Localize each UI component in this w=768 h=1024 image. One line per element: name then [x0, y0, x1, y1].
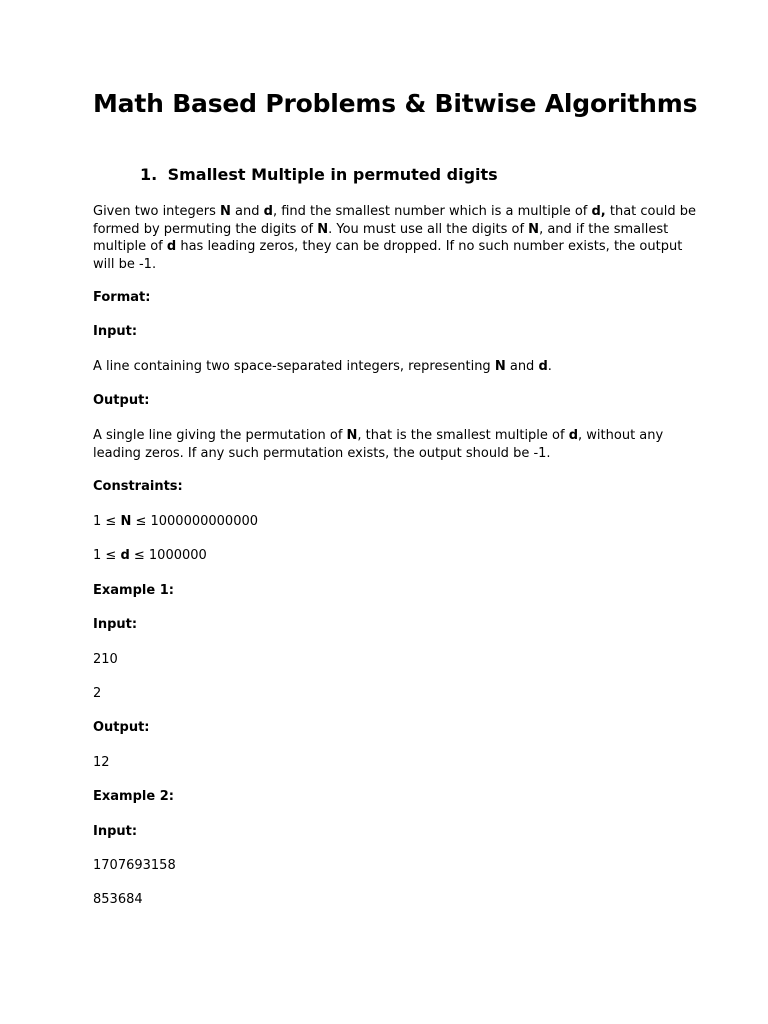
constraints-label: Constraints:	[93, 479, 183, 494]
section-heading-text: Smallest Multiple in permuted digits	[167, 165, 498, 184]
description-line-3: multiple of d has leading zeros, they can be dropped. If no such number exists, the output	[93, 239, 683, 254]
example-1-input-line-1: 210	[93, 652, 118, 667]
example-1-input-label: Input:	[93, 617, 138, 632]
page-title: Math Based Problems & Bitwise Algorithms	[93, 89, 698, 118]
example-1-input-line-2: 2	[93, 686, 102, 701]
example-2-input-label: Input:	[93, 824, 138, 839]
example-2-label: Example 2:	[93, 789, 174, 804]
description-line-4: will be -1.	[93, 256, 157, 272]
format-label: Format:	[93, 290, 151, 305]
input-description: A line containing two space-separated integers, representing N and d.	[93, 359, 552, 374]
section-number: 1.	[140, 165, 158, 184]
output-label: Output:	[93, 393, 150, 408]
constraint-n: 1 ≤ N ≤ 1000000000000	[93, 514, 259, 529]
example-2-input-line-2: 853684	[93, 892, 143, 907]
example-1-output-label: Output:	[93, 720, 150, 735]
example-1-label: Example 1:	[93, 583, 174, 598]
constraint-d: 1 ≤ d ≤ 1000000	[93, 548, 207, 563]
example-1-output-value: 12	[93, 755, 110, 770]
description-line-1: Given two integers N and d, find the smallest number which is a multiple of d, that could be	[93, 204, 697, 219]
example-2-input-line-1: 1707693158	[93, 858, 176, 873]
description-line-2: formed by permuting the digits of N. You must use all the digits of N, and if the smallest	[93, 221, 669, 237]
input-label: Input:	[93, 324, 138, 339]
output-description-line-2: leading zeros. If any such permutation exists, the output should be -1.	[93, 445, 551, 461]
output-description-line-1: A single line giving the permutation of N, that is the smallest multiple of d, without any	[93, 428, 664, 443]
section-heading	[140, 163, 498, 187]
